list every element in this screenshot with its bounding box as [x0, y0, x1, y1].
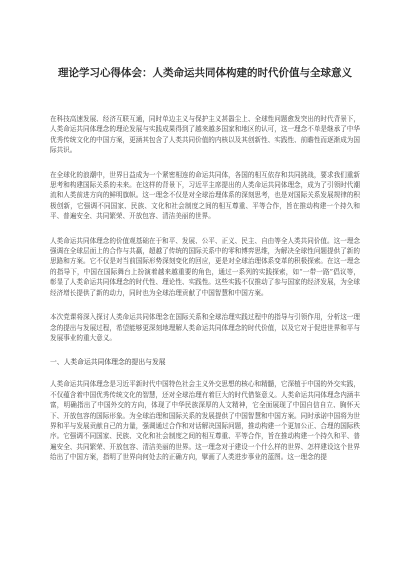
document-title: 理论学习心得体会：人类命运共同体构建的时代价值与全球意义 [58, 67, 352, 79]
paragraph-globalization: 在全球化的浪潮中，世界日益成为一个紧密相连的命运共同体，各国的相互依存和共同挑战，要求我们重新思考和构建国际关系的未来。在这样的背景下，习近平主席提出的人类命运共同体理念，成为了引领时代潮流和人类前进方向的鲜明旗帜。这一理念不仅是对全球治理体系的深刻思考，也是对国际关系发展规律的积极创新，它强调不同国家、民族、文化和社会制度之间的相互尊重、平等合作，旨在推动构建一个持久和平、普遍安全、共同繁荣、开放包容、清洁美丽的世界。 [50, 170, 360, 221]
paragraph-section-one: 人类命运共同体理念是习近平新时代中国特色社会主义外交思想的核心和精髓，它深植于中国的外交实践，不仅蕴含着中国优秀传统文化的智慧，还对全球治理有着巨大的时代借鉴意义。人类命运共同体理念内涵丰富，明确指出了中国外交的方向，体现了中华民族深厚的人文精神，它全面展现了中国自信自立、胸怀天下、开放包容的国际形象。为全球治理和国际关系的发展提供了中国智慧和中国方案。同时承诺中国将为世界和平与发展贡献自己的力量，强调通过合作和对话解决国际问题，推动构建一个更加公正、合理的国际秩序。它强调不同国家、民族、文化和社会制度之间的相互尊重、平等合作，旨在推动构建一个持久和平、普遍安全、共同繁荣、开放包容、清洁美丽的世界。这一理念对于建设一个什么样的世界、怎样建设这个世界给出了中国方案，指明了世界向何处去的正确方向，擘画了人类进步事业的蓝图。这一理念的提 [50, 380, 360, 462]
paragraph-values: 人类命运共同体理念的价值观基础在于和平、发展、公平、正义、民主、自由等全人类共同价值。这一理念强调在全球层面上的合作与共赢，超越了传统的国际关系中的零和博弈思维，为解决全球性问题提供了新的思路和方案。它不仅是对当前国际形势深刻变化的回应，更是对全球治理体系变革的积极探索。在这一理念的指导下，中国在国际舞台上扮演着越来越重要的角色，通过一系列的实践探索，如“一带一路”倡议等，彰显了人类命运共同体理念的时代性、理论性、实践性。这些实践不仅推动了参与国家的经济发展，为全球经济增长提供了新的动力，同时也为全球治理贡献了中国智慧和中国方案。 [50, 236, 360, 297]
paragraph-lecture-purpose: 本次党课将深入探讨人类命运共同体理念在国际关系和全球治理实践过程中的指导与引领作用，分析这一理念的提出与发展过程，希望能够更深刻地理解人类命运共同体理念的时代价值，以及它对于促进世界和平与发展事业的重大意义。 [50, 313, 360, 342]
section-heading: 一、人类命运共同体理念的提出与发展 [50, 358, 166, 367]
paragraph-intro: 在科技高速发展、经济互联互通，同时单边主义与保护主义甚嚣尘上、全球性问题愈发突出的时代背景下，人类命运共同体理念的理论发展与实践成果得到了越来越多国家和地区的认可，这一理念不单是继承了中华优秀传统文化的中国方案，更涵其包含了人类共同价值的内核以及其创新性、实践性、前瞻性而逐渐成为国际共识。 [50, 115, 360, 155]
